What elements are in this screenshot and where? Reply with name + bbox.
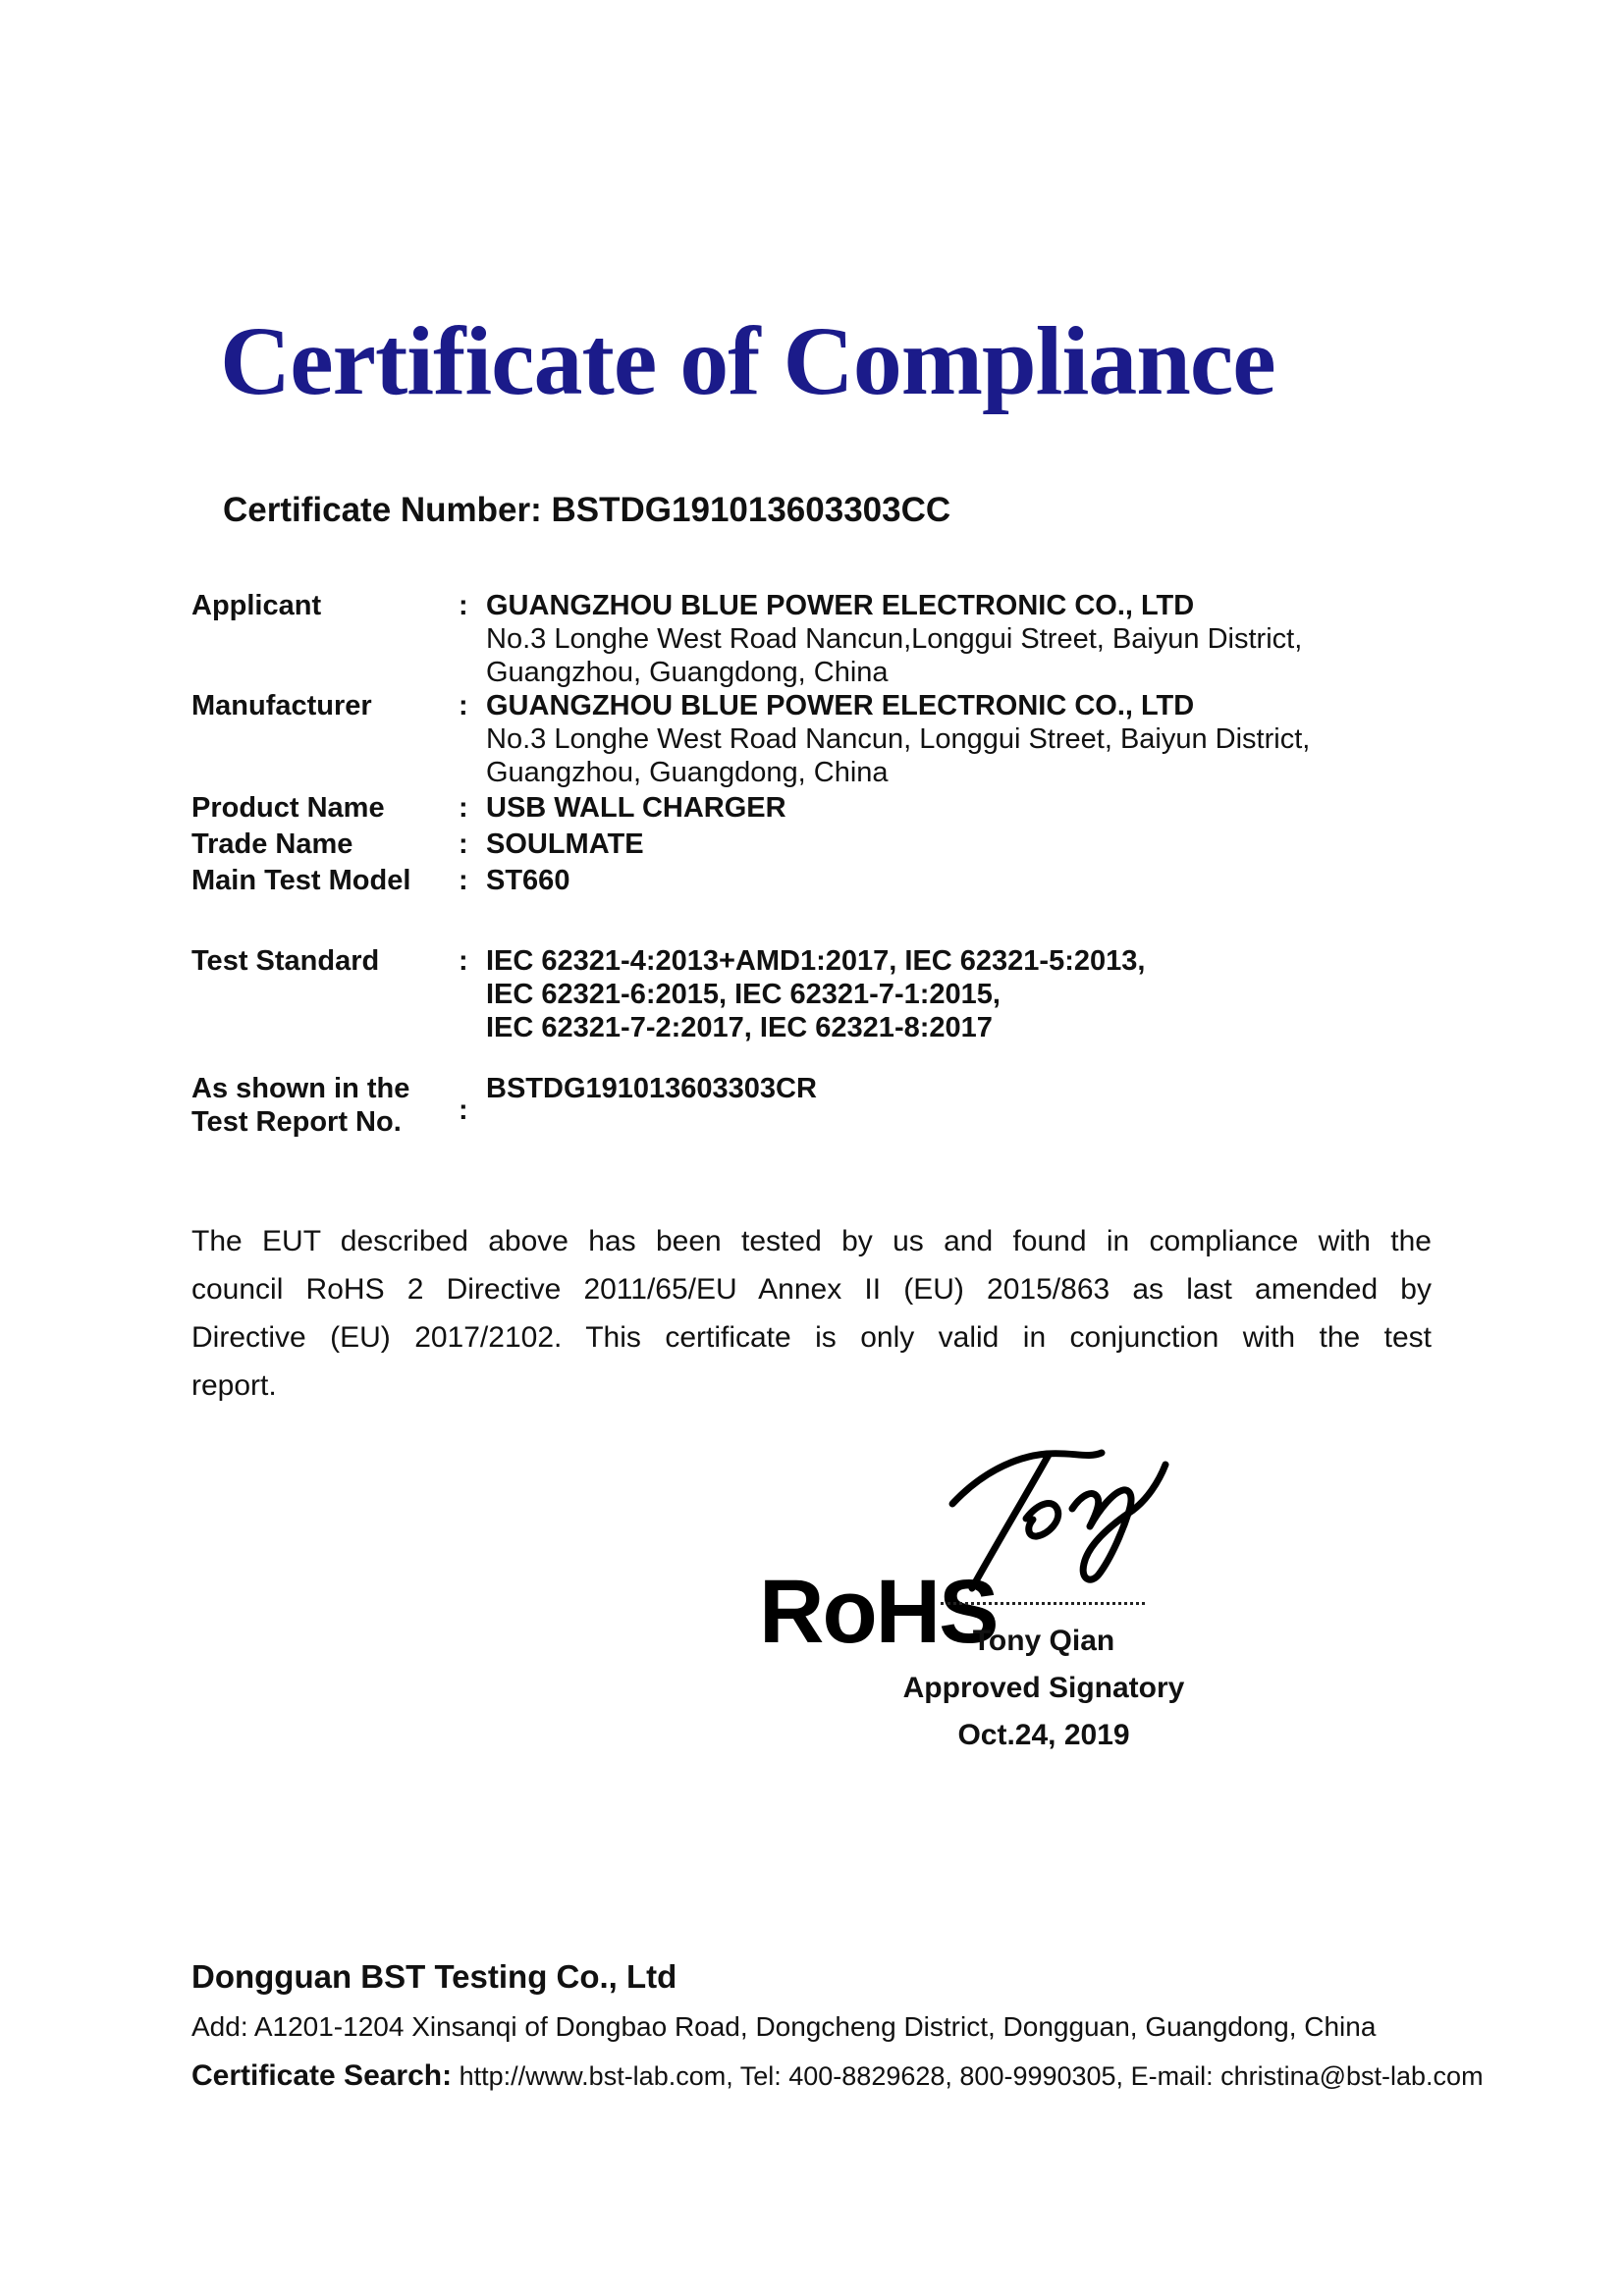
manufacturer-company-name: GUANGZHOU BLUE POWER ELECTRONIC CO., LTD <box>486 690 1195 721</box>
statement-line-1: The EUT described above has been tested by us and found in compliance with the <box>191 1225 1432 1257</box>
applicant-value <box>486 589 1432 689</box>
certificate-search-line <box>191 2057 1484 2095</box>
test-standard-colon: : <box>459 945 468 977</box>
test-standard-line-3: IEC 62321-7-2:2017, IEC 62321-8:2017 <box>486 1012 993 1043</box>
trade-name-label: Trade Name <box>191 828 353 860</box>
test-report-label-line-1: As shown in the <box>191 1073 410 1104</box>
main-test-model-value: ST660 <box>486 865 570 896</box>
test-report-label-line-2: Test Report No. <box>191 1106 402 1138</box>
test-standard-line-2: IEC 62321-6:2015, IEC 62321-7-1:2015, <box>486 979 1001 1010</box>
manufacturer-label: Manufacturer <box>191 690 372 721</box>
test-report-label <box>191 1072 459 1139</box>
applicant-label: Applicant <box>191 590 322 621</box>
signer-role: Approved Signatory <box>902 1672 1185 1704</box>
signature-line <box>941 1578 1145 1605</box>
signature-block <box>887 1618 1201 1759</box>
applicant-address-line-1: No.3 Longhe West Road Nancun,Longgui Street, Baiyun District, <box>486 623 1303 655</box>
trade-name-colon: : <box>459 828 468 860</box>
main-test-model-label: Main Test Model <box>191 865 411 896</box>
field-row-trade-name <box>191 828 1432 861</box>
test-report-value: BSTDG191013603303CR <box>486 1073 817 1104</box>
statement-line-4: report. <box>191 1369 277 1402</box>
manufacturer-colon: : <box>459 690 468 721</box>
statement-line-2: council RoHS 2 Directive 2011/65/EU Annex II (EU) 2015/863 as last amended by <box>191 1273 1432 1306</box>
field-row-manufacturer <box>191 689 1432 789</box>
rohs-logo: RoHS <box>759 1562 998 1662</box>
product-name-label: Product Name <box>191 792 385 824</box>
manufacturer-address-line-1: No.3 Longhe West Road Nancun, Longgui Street, Baiyun District, <box>486 723 1311 755</box>
trade-name-value: SOULMATE <box>486 828 644 860</box>
main-test-model-colon: : <box>459 865 468 896</box>
field-row-test-standard <box>191 944 1432 1044</box>
lab-company-name: Dongguan BST Testing Co., Ltd <box>191 1958 677 1995</box>
field-row-product-name <box>191 791 1432 825</box>
field-row-applicant <box>191 589 1432 689</box>
signer-name: Tony Qian <box>972 1625 1115 1657</box>
manufacturer-value <box>486 689 1432 789</box>
product-name-colon: : <box>459 792 468 824</box>
certificate-search-label: Certificate Search: <box>191 2059 453 2092</box>
page-title: Certificate of Compliance <box>220 306 1275 415</box>
test-standard-label: Test Standard <box>191 945 380 977</box>
product-name-value: USB WALL CHARGER <box>486 792 786 824</box>
statement-line-3: Directive (EU) 2017/2102. This certificate is only valid in conjunction with the test <box>191 1321 1432 1354</box>
compliance-statement <box>191 1217 1432 1410</box>
certificate-search-info: http://www.bst-lab.com, Tel: 400-8829628, 800-9990305, E-mail: christina@bst-lab.com <box>459 2061 1484 2091</box>
manufacturer-address-line-2: Guangzhou, Guangdong, China <box>486 757 889 788</box>
lab-address: Add: A1201-1204 Xinsanqi of Dongbao Road, Dongcheng District, Dongguan, Guangdong, China <box>191 2011 1377 2042</box>
test-report-colon: : <box>459 1095 468 1126</box>
signature-date: Oct.24, 2019 <box>957 1719 1130 1751</box>
test-standard-line-1: IEC 62321-4:2013+AMD1:2017, IEC 62321-5:2013, <box>486 945 1146 977</box>
applicant-address-line-2: Guangzhou, Guangdong, China <box>486 657 889 688</box>
applicant-company-name: GUANGZHOU BLUE POWER ELECTRONIC CO., LTD <box>486 590 1195 621</box>
certificate-number: Certificate Number: BSTDG191013603303CC <box>223 491 951 529</box>
applicant-colon: : <box>459 590 468 621</box>
field-row-test-report <box>191 1072 1432 1139</box>
field-row-main-test-model <box>191 864 1432 897</box>
test-standard-value <box>486 944 1432 1044</box>
